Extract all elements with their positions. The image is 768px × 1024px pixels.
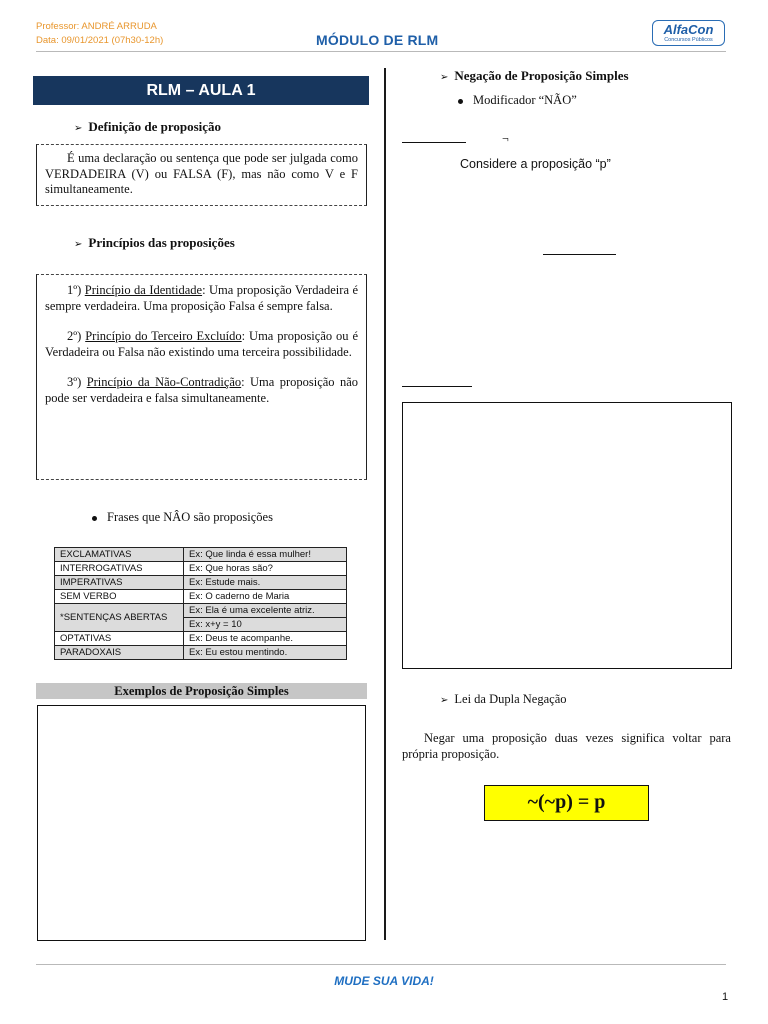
double-negation-text-block xyxy=(402,731,731,762)
modifier-bullet xyxy=(458,93,577,108)
module-title: MÓDULO DE RLM xyxy=(316,32,439,48)
frases-bullet xyxy=(92,510,273,525)
bullet-dot-icon xyxy=(92,516,97,521)
column-divider xyxy=(384,68,386,940)
principle-1-name: Princípio da Identidade xyxy=(84,283,203,297)
arrow-bullet-icon: ➢ xyxy=(74,239,83,250)
definition-text: É uma declaração ou sentença que pode ser julgada como VERDADEIRA (V) ou FALSA (F), mas não como V e F simultaneamente. xyxy=(45,151,358,196)
alfacon-logo xyxy=(652,20,725,46)
principle-2-name: Princípio do Terceiro Excluído xyxy=(85,329,242,343)
consider-text: Considere a proposição “p” xyxy=(460,157,611,171)
negation-answer-box xyxy=(402,402,732,669)
class-date: Data: 09/01/2021 (07h30-12h) xyxy=(36,35,164,46)
fill-in-line xyxy=(402,142,466,143)
principle-3-name: Princípio da Não-Contradição xyxy=(86,375,242,389)
table-row: IMPERATIVAS Ex: Estude mais. xyxy=(55,576,347,590)
double-negation-formula: ~(~p) = p xyxy=(484,785,649,821)
table-row: *SENTENÇAS ABERTAS Ex: Ela é uma excelente atriz. xyxy=(55,604,347,618)
double-negation-heading xyxy=(440,692,567,707)
examples-answer-box xyxy=(37,705,366,941)
table-row: Ex: x+y = 10 xyxy=(55,618,347,632)
arrow-bullet-icon: ➢ xyxy=(74,123,83,134)
table-row: INTERROGATIVAS Ex: Que horas são? xyxy=(55,562,347,576)
fill-in-line xyxy=(543,254,616,255)
table-row: OPTATIVAS Ex: Deus te acompanhe. xyxy=(55,632,347,646)
examples-heading: Exemplos de Proposição Simples xyxy=(36,683,367,699)
definition-heading xyxy=(74,119,221,135)
footer-divider xyxy=(36,964,726,965)
negation-symbol: ¬ xyxy=(502,131,509,145)
table-row: EXCLAMATIVAS Ex: Que linda é essa mulher! xyxy=(55,548,347,562)
table-row: PARADOXAIS Ex: Eu estou mentindo. xyxy=(55,646,347,660)
definition-box xyxy=(36,144,367,206)
principles-heading-text: Princípios das proposições xyxy=(88,235,235,250)
negation-heading-text: Negação de Proposição Simples xyxy=(454,68,629,83)
fill-in-line xyxy=(402,386,472,387)
table-row: SEM VERBO Ex: O caderno de Maria xyxy=(55,590,347,604)
negation-heading xyxy=(440,68,629,84)
arrow-bullet-icon: ➢ xyxy=(440,72,449,83)
header-divider xyxy=(36,51,726,52)
principle-2: 2º) Princípio do Terceiro Excluído: Uma proposição ou é Verdadeira ou Falsa não existindo uma terceira possibilidade. xyxy=(45,329,359,359)
header-info xyxy=(36,20,163,48)
frases-bullet-text: Frases que NÂO são proposições xyxy=(107,510,273,524)
principle-1: 1º) Princípio da Identidade: Uma proposição Verdadeira é sempre verdadeira. Uma proposição Falsa é sempre falsa. xyxy=(45,283,358,313)
double-negation-text: Negar uma proposição duas vezes significa voltar para própria proposição. xyxy=(402,731,731,761)
page-number: 1 xyxy=(722,991,729,1003)
principles-box xyxy=(36,274,367,480)
bullet-dot-icon xyxy=(458,99,463,104)
frases-table xyxy=(54,547,347,660)
definition-heading-text: Definição de proposição xyxy=(88,119,222,134)
principle-3: 3º) Princípio da Não-Contradição: Uma proposição não pode ser verdadeira e falsa simultaneamente. xyxy=(45,375,358,405)
double-negation-heading-text: Lei da Dupla Negação xyxy=(454,692,567,706)
modifier-bullet-text: Modificador “NÃO” xyxy=(473,93,577,107)
professor-name: Professor: ANDRÉ ARRUDA xyxy=(36,21,157,32)
logo-subtitle: Concursos Públicos xyxy=(664,37,713,43)
logo-brand: AlfaCon xyxy=(663,22,714,37)
lesson-title: RLM – AULA 1 xyxy=(33,76,369,105)
arrow-bullet-icon: ➢ xyxy=(440,695,449,706)
principles-heading xyxy=(74,235,235,251)
footer-slogan: MUDE SUA VIDA! xyxy=(334,974,434,988)
